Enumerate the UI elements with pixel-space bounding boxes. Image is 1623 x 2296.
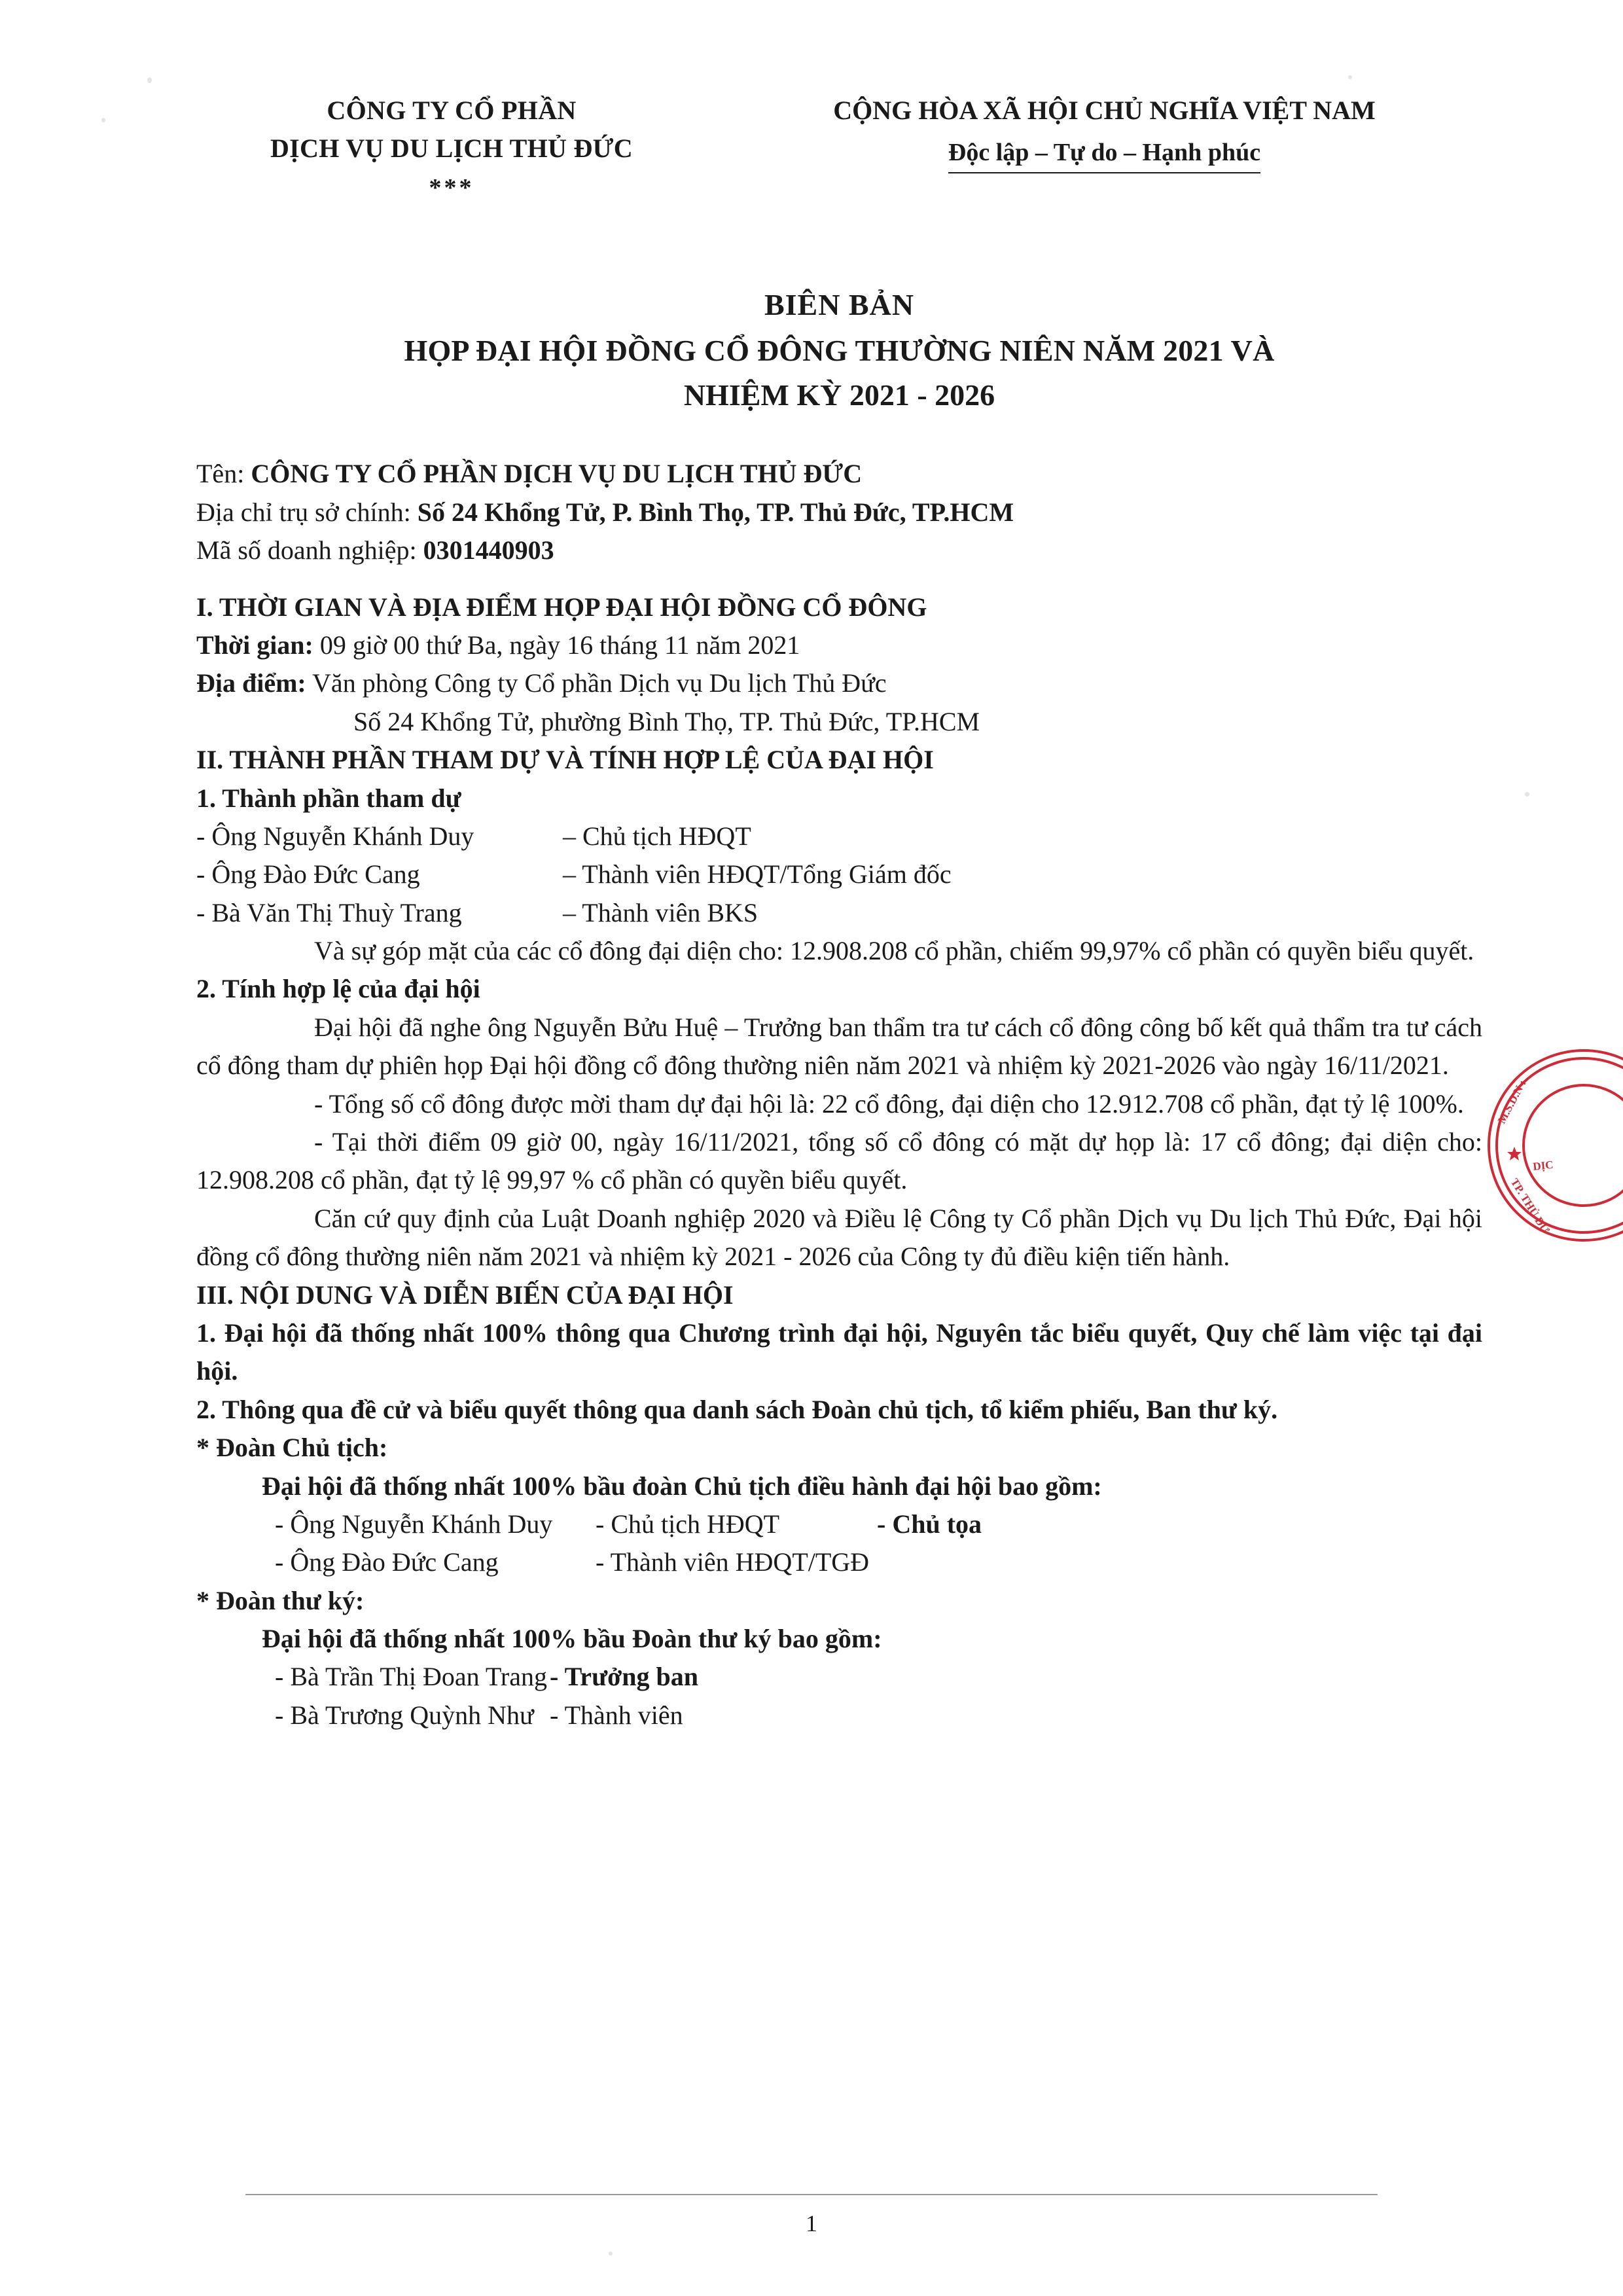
meeting-place-value2: Số 24 Khổng Tử, phường Bình Thọ, TP. Thủ Đức, TP.HCM: [353, 706, 980, 736]
attendee-role: – Thành viên BKS: [563, 897, 758, 927]
document-header: [196, 92, 1482, 206]
company-name-label: Tên:: [196, 459, 245, 489]
attendee-name: - Ông Đào Đức Cang: [196, 859, 420, 889]
page-footer: [0, 2194, 1623, 2237]
attendee-role: – Thành viên HĐQT/Tổng Giám đốc: [563, 859, 952, 889]
page-number: 1: [806, 2210, 817, 2236]
footer-divider: [245, 2194, 1378, 2195]
chairman-name: - Ông Nguyễn Khánh Duy: [275, 1509, 553, 1539]
title-line-3: NHIỆM KỲ 2021 - 2026: [683, 378, 995, 412]
company-header: [196, 92, 707, 206]
attendee-name: - Ông Nguyễn Khánh Duy: [196, 821, 474, 851]
chairman-list-item: [196, 1543, 1482, 1581]
svg-text:DỊC: DỊC: [1532, 1158, 1554, 1173]
meeting-time-value: 09 giờ 00 thứ Ba, ngày 16 tháng 11 năm 2021: [319, 630, 800, 660]
chairman-list-item: [196, 1505, 1482, 1543]
meeting-place-label: Địa điểm:: [196, 668, 306, 698]
company-address-label: Địa chỉ trụ sở chính:: [196, 497, 411, 527]
company-name-row: [196, 455, 1482, 493]
section-3-item-1: 1. Đại hội đã thống nhất 100% thông qua Chương trình đại hội, Nguyên tắc biểu quyết, Quy chế làm việc tại đại hội.: [196, 1318, 1482, 1386]
validity-paragraph-4: Căn cứ quy định của Luật Doanh nghiệp 2020 và Điều lệ Công ty Cổ phần Dịch vụ Du lịch Thủ Đức, Đại hội đồng cổ đông thường niên năm 2021 và nhiệm kỳ 2021 - 2026 của Công ty đủ điều kiện tiến hành.: [196, 1203, 1482, 1272]
secretary-list-item: [196, 1696, 1482, 1734]
shareholders-paragraph: Và sự góp mặt của các cổ đông đại diện cho: 12.908.208 cổ phần, chiếm 99,97% cổ phần có quyền biểu quyết.: [314, 936, 1474, 966]
national-header: [707, 92, 1482, 173]
document-body: [196, 455, 1482, 1734]
scan-speck: [1525, 792, 1529, 797]
scan-speck: [101, 118, 105, 122]
secretary-board-heading: * Đoàn thư ký:: [196, 1585, 365, 1615]
company-tax-row: [196, 531, 1482, 569]
company-name-line1: CÔNG TY CỔ PHẦN: [327, 96, 577, 125]
meeting-place-value: Văn phòng Công ty Cổ phần Dịch vụ Du lịch Thủ Đức: [312, 668, 887, 698]
meeting-place-row: [196, 664, 1482, 702]
svg-text:TP. THỦ ĐỨ: TP. THỦ ĐỨ: [1508, 1176, 1552, 1236]
validity-paragraph-2: - Tổng số cổ đông được mời tham dự đại hội là: 22 cổ đông, đại diện cho 12.912.708 cổ phần, đạt tỷ lệ 100%.: [314, 1088, 1464, 1119]
scan-speck: [147, 77, 152, 83]
validity-paragraph-3: - Tại thời điểm 09 giờ 00, ngày 16/11/2021, tổng số cổ đông có mặt dự họp là: 17 cổ đông; đại diện cho: 12.908.208 cổ phần, đạt tỷ lệ 99,97 % cổ phần có quyền biểu quyết.: [196, 1127, 1482, 1195]
secretary-role: - Thành viên: [550, 1700, 683, 1730]
chairman-board-intro: Đại hội đã thống nhất 100% bầu đoàn Chủ tịch điều hành đại hội bao gồm:: [262, 1471, 1102, 1501]
chairman-board-heading: * Đoàn Chủ tịch:: [196, 1433, 388, 1463]
company-tax-value: 0301440903: [423, 535, 554, 565]
secretary-list-item: [196, 1658, 1482, 1696]
company-name-line2: DỊCH VỤ DU LỊCH THỦ ĐỨC: [270, 134, 633, 163]
scan-speck: [1348, 75, 1352, 79]
meeting-time-row: [196, 626, 1482, 664]
title-line-1: BIÊN BẢN: [764, 288, 915, 322]
attendee-role: – Chủ tịch HĐQT: [563, 821, 751, 851]
attendee-name: - Bà Văn Thị Thuỳ Trang: [196, 897, 462, 927]
secretary-role: - Trưởng ban: [550, 1662, 698, 1692]
chairman-note: - Chủ tọa: [877, 1509, 982, 1539]
company-name-value: CÔNG TY CỔ PHẦN DỊCH VỤ DU LỊCH THỦ ĐỨC: [251, 459, 863, 489]
section-3-heading: III. NỘI DUNG VÀ DIỄN BIẾN CỦA ĐẠI HỘI: [196, 1280, 734, 1310]
company-separator-stars: ***: [429, 174, 474, 202]
secretary-name: - Bà Trương Quỳnh Như: [275, 1700, 534, 1730]
section-2-sub2-heading: 2. Tính hợp lệ của đại hội: [196, 974, 480, 1004]
svg-text:M.S.D.N :: M.S.D.N :: [1495, 1077, 1529, 1126]
national-motto: Độc lập – Tự do – Hạnh phúc: [948, 135, 1260, 173]
attendee-row: [196, 894, 1482, 932]
company-address-value: Số 24 Khổng Tử, P. Bình Thọ, TP. Thủ Đức, TP.HCM: [417, 497, 1014, 527]
section-2-sub1-heading: 1. Thành phần tham dự: [196, 783, 461, 813]
title-line-2: HỌP ĐẠI HỘI ĐỒNG CỔ ĐÔNG THƯỜNG NIÊN NĂM 2021 VÀ: [404, 334, 1275, 368]
chairman-role: - Chủ tịch HĐQT: [596, 1509, 780, 1539]
secretary-board-intro: Đại hội đã thống nhất 100% bầu Đoàn thư ký bao gồm:: [262, 1624, 882, 1654]
chairman-role: - Thành viên HĐQT/TGĐ: [596, 1547, 870, 1577]
attendee-row: [196, 817, 1482, 855]
company-tax-label: Mã số doanh nghiệp:: [196, 535, 417, 565]
section-1-heading: I. THỜI GIAN VÀ ĐỊA ĐIỂM HỌP ĐẠI HỘI ĐỒNG CỔ ĐÔNG: [196, 592, 927, 622]
section-2-heading: II. THÀNH PHẦN THAM DỰ VÀ TÍNH HỢP LỆ CỦA ĐẠI HỘI: [196, 745, 934, 775]
secretary-name: - Bà Trần Thị Đoan Trang: [275, 1662, 547, 1692]
scan-speck: [609, 2251, 613, 2255]
meeting-time-label: Thời gian:: [196, 630, 313, 660]
section-3-item-2: 2. Thông qua đề cử và biểu quyết thông qua danh sách Đoàn chủ tịch, tổ kiểm phiếu, Ban thư ký.: [196, 1394, 1278, 1424]
validity-paragraph-1: Đại hội đã nghe ông Nguyễn Bửu Huệ – Trưởng ban thẩm tra tư cách cổ đông công bố kết quả thẩm tra tư cách cổ đông tham dự phiên họp Đại hội đồng cổ đông thường niên năm 2021 và nhiệm kỳ 2021-2026 vào ngày 16/11/2021.: [196, 1012, 1482, 1081]
national-title: CỘNG HÒA XÃ HỘI CHỦ NGHĨA VIỆT NAM: [833, 96, 1376, 125]
company-address-row: [196, 493, 1482, 531]
document-title: [196, 285, 1482, 416]
attendee-row: [196, 855, 1482, 893]
chairman-name: - Ông Đào Đức Cang: [275, 1547, 499, 1577]
